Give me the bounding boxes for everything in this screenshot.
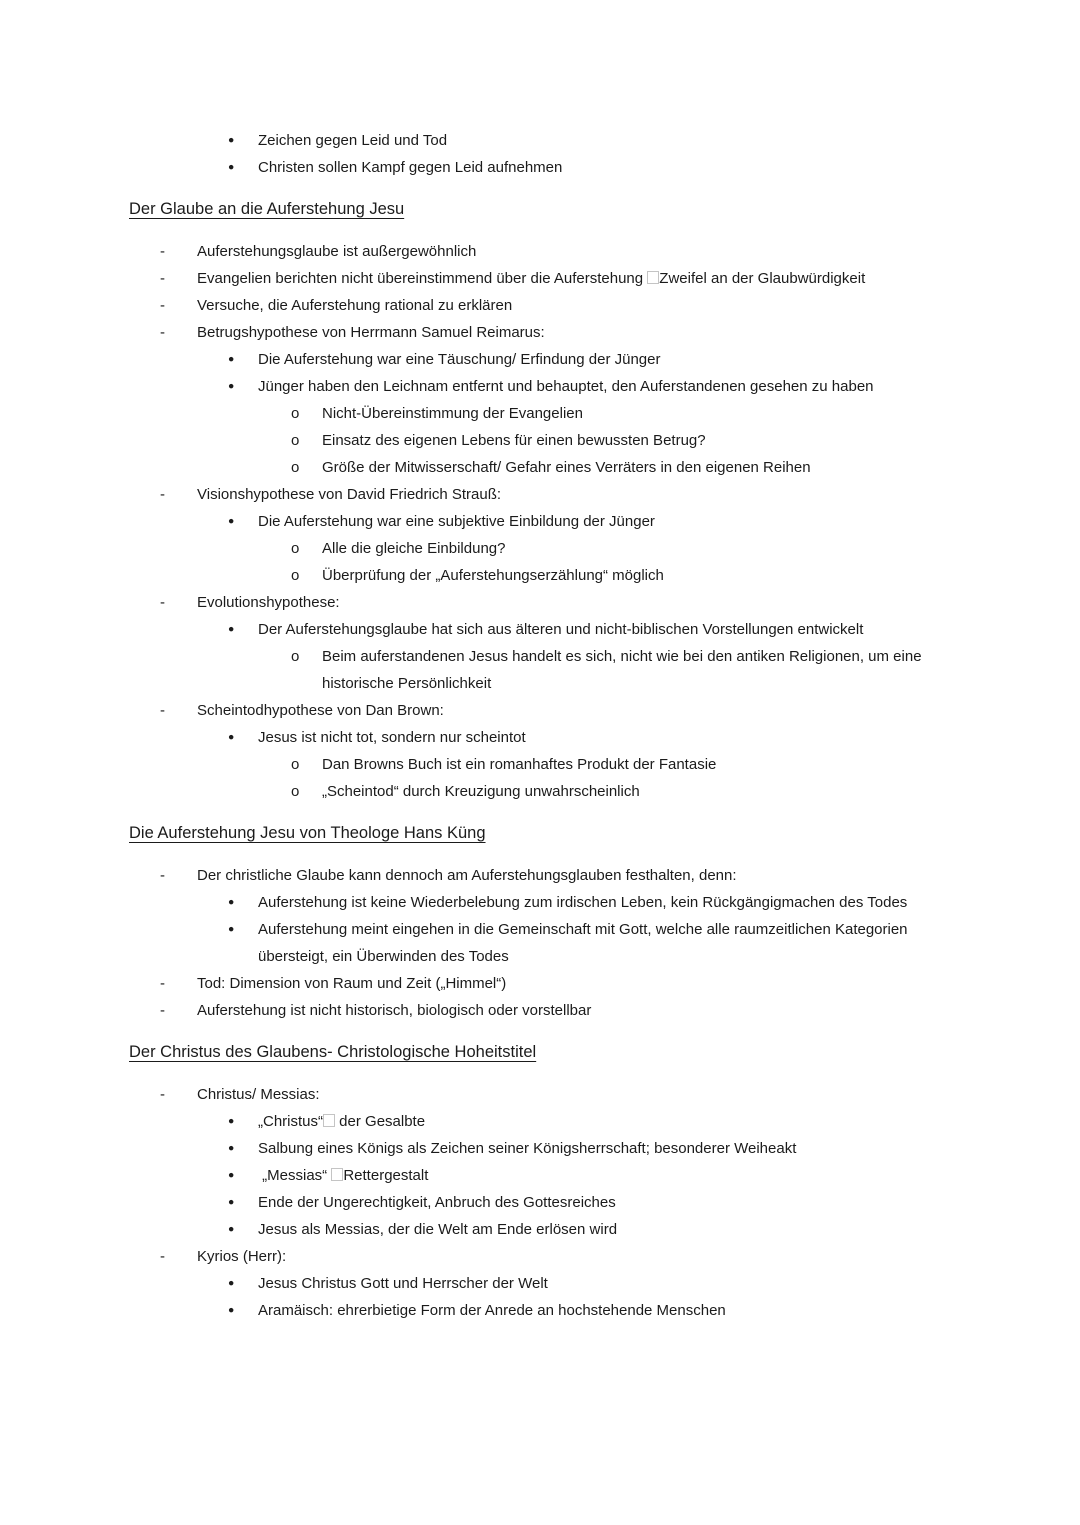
section-heading: Der Christus des Glaubens- Christologische Hoheitstitel: [129, 1043, 537, 1061]
list-item-text: Die Auferstehung war eine Täuschung/ Erfindung der Jünger: [258, 351, 661, 368]
list-item-text: Auferstehungsglaube ist außergewöhnlich: [197, 243, 477, 260]
list-item-text: Aramäisch: ehrerbietige Form der Anrede an hochstehende Menschen: [258, 1302, 726, 1319]
bullet-marker-disc: ●: [228, 731, 235, 743]
bullet-marker-dash: -: [160, 1086, 165, 1103]
list-item: [129, 265, 955, 292]
list-item: [129, 154, 955, 181]
list-item: [129, 1162, 955, 1189]
list-item-text: Christen sollen Kampf gegen Leid aufnehmen: [258, 159, 563, 176]
list-item-text: Evangelien berichten nicht übereinstimmend über die Auferstehung Zweifel an der Glaubwürdigkeit: [197, 270, 866, 287]
missing-glyph-box: [331, 1168, 343, 1181]
bullet-marker-disc: ●: [228, 1277, 235, 1289]
list-item: [129, 589, 955, 616]
list-item: [129, 481, 955, 508]
bullet-marker-circle: o: [291, 459, 300, 476]
list-item: [129, 697, 955, 724]
bullet-marker-disc: ●: [228, 353, 235, 365]
bullet-marker-dash: -: [160, 1002, 165, 1019]
list-item-text: Jesus ist nicht tot, sondern nur scheintot: [258, 729, 526, 746]
bullet-marker-dash: -: [160, 243, 165, 260]
bullet-marker-circle: o: [291, 432, 300, 449]
bullet-marker-dash: -: [160, 270, 165, 287]
list-item: [129, 238, 955, 265]
list-item: [129, 319, 955, 346]
bullet-marker-disc: ●: [228, 896, 235, 908]
bullet-marker-dash: -: [160, 1248, 165, 1265]
list-item: [129, 127, 955, 154]
list-item-text: Dan Browns Buch ist ein romanhaftes Produkt der Fantasie: [322, 756, 717, 773]
list-item: [129, 535, 955, 562]
list-item-text: Einsatz des eigenen Lebens für einen bewussten Betrug?: [322, 432, 706, 449]
list-item: [129, 373, 955, 400]
list-item-text: Evolutionshypothese:: [197, 594, 340, 611]
list-item-text: Auferstehung ist keine Wiederbelebung zum irdischen Leben, kein Rückgängigmachen des Todes: [258, 894, 908, 911]
missing-glyph-box: [647, 271, 659, 284]
list-item-text: Zeichen gegen Leid und Tod: [258, 132, 448, 149]
list-item: [129, 970, 955, 997]
bullet-marker-dash: -: [160, 867, 165, 884]
section-heading: Die Auferstehung Jesu von Theologe Hans Küng: [129, 824, 486, 842]
list-item-text: Die Auferstehung war eine subjektive Einbildung der Jünger: [258, 513, 655, 530]
bullet-marker-dash: -: [160, 594, 165, 611]
list-item-text: Tod: Dimension von Raum und Zeit („Himmel“): [197, 975, 507, 992]
bullet-list: [129, 127, 955, 181]
bullet-marker-disc: ●: [228, 1223, 235, 1235]
list-item: [129, 346, 955, 373]
list-item-text: „Christus“ der Gesalbte: [258, 1113, 426, 1130]
bullet-marker-disc: ●: [228, 1115, 235, 1127]
list-item: [129, 1081, 955, 1108]
list-item: [129, 889, 955, 916]
list-item: [129, 616, 955, 643]
list-item: [129, 562, 955, 589]
missing-glyph-box: [323, 1114, 335, 1127]
bullet-list: [129, 862, 955, 1024]
bullet-marker-dash: -: [160, 702, 165, 719]
list-item-text: Alle die gleiche Einbildung?: [322, 540, 506, 557]
bullet-marker-circle: o: [291, 648, 300, 665]
bullet-marker-disc: ●: [228, 1304, 235, 1316]
list-item: [129, 997, 955, 1024]
list-item-text: Christus/ Messias:: [197, 1086, 320, 1103]
list-item-text: Visionshypothese von David Friedrich Strauß:: [197, 486, 502, 503]
bullet-marker-disc: ●: [228, 161, 235, 173]
bullet-list: [129, 238, 955, 805]
list-item: [129, 1270, 955, 1297]
list-item-text: Ende der Ungerechtigkeit, Anbruch des Gottesreiches: [258, 1194, 616, 1211]
list-item-text: Überprüfung der „Auferstehungserzählung“ möglich: [322, 567, 664, 584]
list-item-text: Beim auferstandenen Jesus handelt es sich, nicht wie bei den antiken Religionen, um eine historische Persönlichkeit: [322, 648, 926, 692]
list-item: [129, 1135, 955, 1162]
list-item: [129, 916, 955, 970]
bullet-marker-circle: o: [291, 540, 300, 557]
list-item: [129, 1297, 955, 1324]
list-item: [129, 1216, 955, 1243]
list-item-text: Jesus Christus Gott und Herrscher der Welt: [258, 1275, 548, 1292]
list-item-text: Nicht-Übereinstimmung der Evangelien: [322, 405, 583, 422]
list-item: [129, 454, 955, 481]
list-item-text: Der Auferstehungsglaube hat sich aus älteren und nicht-biblischen Vorstellungen entwickelt: [258, 621, 864, 638]
bullet-marker-circle: o: [291, 567, 300, 584]
list-item-text: Scheintodhypothese von Dan Brown:: [197, 702, 444, 719]
bullet-marker-dash: -: [160, 486, 165, 503]
bullet-marker-disc: ●: [228, 1169, 235, 1181]
list-item-text: Jesus als Messias, der die Welt am Ende erlösen wird: [258, 1221, 618, 1238]
bullet-marker-disc: ●: [228, 380, 235, 392]
bullet-marker-disc: ●: [228, 515, 235, 527]
list-item: [129, 400, 955, 427]
list-item-text: Versuche, die Auferstehung rational zu erklären: [197, 297, 513, 314]
list-item: [129, 292, 955, 319]
bullet-list: [129, 1081, 955, 1324]
bullet-marker-circle: o: [291, 405, 300, 422]
bullet-marker-disc: ●: [228, 623, 235, 635]
bullet-marker-disc: ●: [228, 1196, 235, 1208]
list-item: [129, 1243, 955, 1270]
section-heading: Der Glaube an die Auferstehung Jesu: [129, 200, 405, 218]
list-item-text: Größe der Mitwisserschaft/ Gefahr eines Verräters in den eigenen Reihen: [322, 459, 811, 476]
list-item-text: „Messias“ Rettergestalt: [258, 1167, 429, 1184]
list-item: [129, 862, 955, 889]
bullet-marker-disc: ●: [228, 134, 235, 146]
list-item: [129, 643, 955, 697]
bullet-marker-circle: o: [291, 783, 300, 800]
bullet-marker-circle: o: [291, 756, 300, 773]
list-item: [129, 1189, 955, 1216]
list-item-text: Kyrios (Herr):: [197, 1248, 287, 1265]
list-item-text: Der christliche Glaube kann dennoch am Auferstehungsglauben festhalten, denn:: [197, 867, 737, 884]
bullet-marker-disc: ●: [228, 923, 235, 935]
list-item-text: Betrugshypothese von Herrmann Samuel Reimarus:: [197, 324, 545, 341]
list-item-text: Salbung eines Königs als Zeichen seiner Königsherrschaft; besonderer Weiheakt: [258, 1140, 797, 1157]
bullet-marker-dash: -: [160, 324, 165, 341]
list-item: [129, 427, 955, 454]
list-item-text: Jünger haben den Leichnam entfernt und behauptet, den Auferstandenen gesehen zu haben: [258, 378, 874, 395]
list-item: [129, 1108, 955, 1135]
list-item: [129, 778, 955, 805]
list-item-text: Auferstehung ist nicht historisch, biologisch oder vorstellbar: [197, 1002, 592, 1019]
list-item-text: Auferstehung meint eingehen in die Gemeinschaft mit Gott, welche alle raumzeitlichen Kategorien übersteigt, ein Überwinden des Todes: [258, 921, 912, 965]
list-item: [129, 508, 955, 535]
bullet-marker-dash: -: [160, 297, 165, 314]
bullet-marker-disc: ●: [228, 1142, 235, 1154]
document-body: [129, 127, 955, 1324]
list-item-text: „Scheintod“ durch Kreuzigung unwahrscheinlich: [322, 783, 640, 800]
list-item: [129, 724, 955, 751]
bullet-marker-dash: -: [160, 975, 165, 992]
list-item: [129, 751, 955, 778]
